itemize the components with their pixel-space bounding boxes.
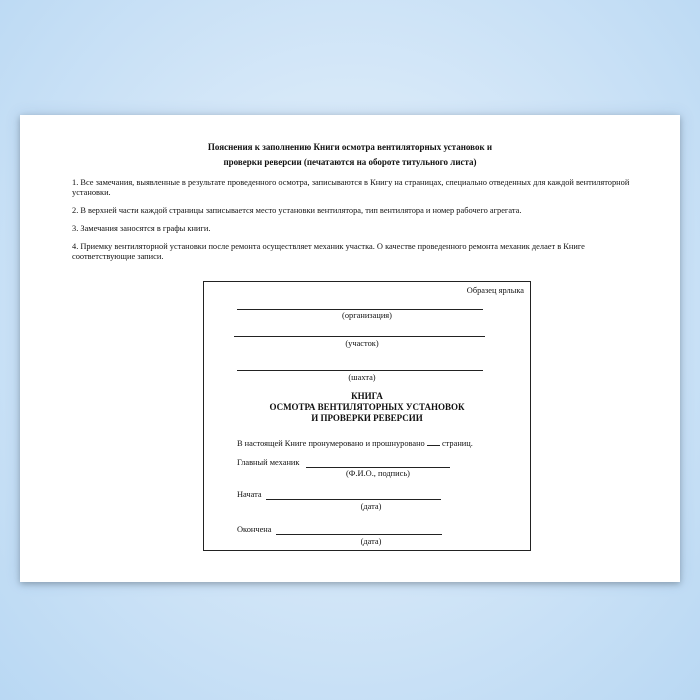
end-label: Окончена bbox=[237, 525, 272, 534]
label-sample-box bbox=[203, 281, 531, 551]
paragraph-3: 3. Замечания заносятся в графы книги. bbox=[72, 224, 211, 233]
organization-caption: (организация) bbox=[342, 311, 392, 320]
mine-line bbox=[237, 370, 483, 371]
book-title-line-1: КНИГА bbox=[351, 391, 383, 401]
chief-label: Главный механик bbox=[237, 458, 300, 467]
paragraph-4: 4. Приемку вентиляторной установки после ремонта осуществляет механик участка. О качестве проведенного ремонта механик делает в Книге соответствующие записи. bbox=[72, 242, 585, 261]
start-label: Начата bbox=[237, 490, 262, 499]
pages-text-before: В настоящей Книге пронумеровано и прошнуровано bbox=[237, 439, 425, 448]
chief-caption: (Ф.И.О., подпись) bbox=[346, 469, 410, 478]
start-line bbox=[266, 499, 441, 500]
chief-line bbox=[306, 467, 450, 468]
end-line bbox=[276, 534, 442, 535]
organization-line bbox=[237, 309, 483, 310]
start-caption: (дата) bbox=[360, 502, 382, 511]
end-caption: (дата) bbox=[360, 537, 382, 546]
book-title-line-2: ОСМОТРА ВЕНТИЛЯТОРНЫХ УСТАНОВОК bbox=[269, 402, 465, 412]
section-line bbox=[234, 336, 485, 337]
book-title-line-3: И ПРОВЕРКИ РЕВЕРСИИ bbox=[311, 413, 423, 423]
pages-statement bbox=[237, 437, 473, 449]
section-caption: (участок) bbox=[345, 339, 379, 348]
heading-line-1: Пояснения к заполнению Книги осмотра вентиляторных установок и bbox=[207, 142, 493, 152]
heading-line-2: проверки реверсии (печатаются на обороте титульного листа) bbox=[223, 157, 477, 167]
paragraph-2: 2. В верхней части каждой страницы записывается место установки вентилятора, тип вентилятора и номер рабочего агрегата. bbox=[72, 206, 522, 215]
pages-text-after: страниц. bbox=[441, 439, 473, 448]
paragraph-1: 1. Все замечания, выявленные в результате проведенного осмотра, записываются в Книгу на страницах, специально отведенных для каждой вентиляторной установки. bbox=[72, 178, 630, 197]
sample-label: Образец ярлыка bbox=[466, 286, 524, 295]
mine-caption: (шахта) bbox=[348, 373, 376, 382]
pages-count-line bbox=[427, 437, 440, 446]
document-sheet bbox=[20, 115, 680, 582]
